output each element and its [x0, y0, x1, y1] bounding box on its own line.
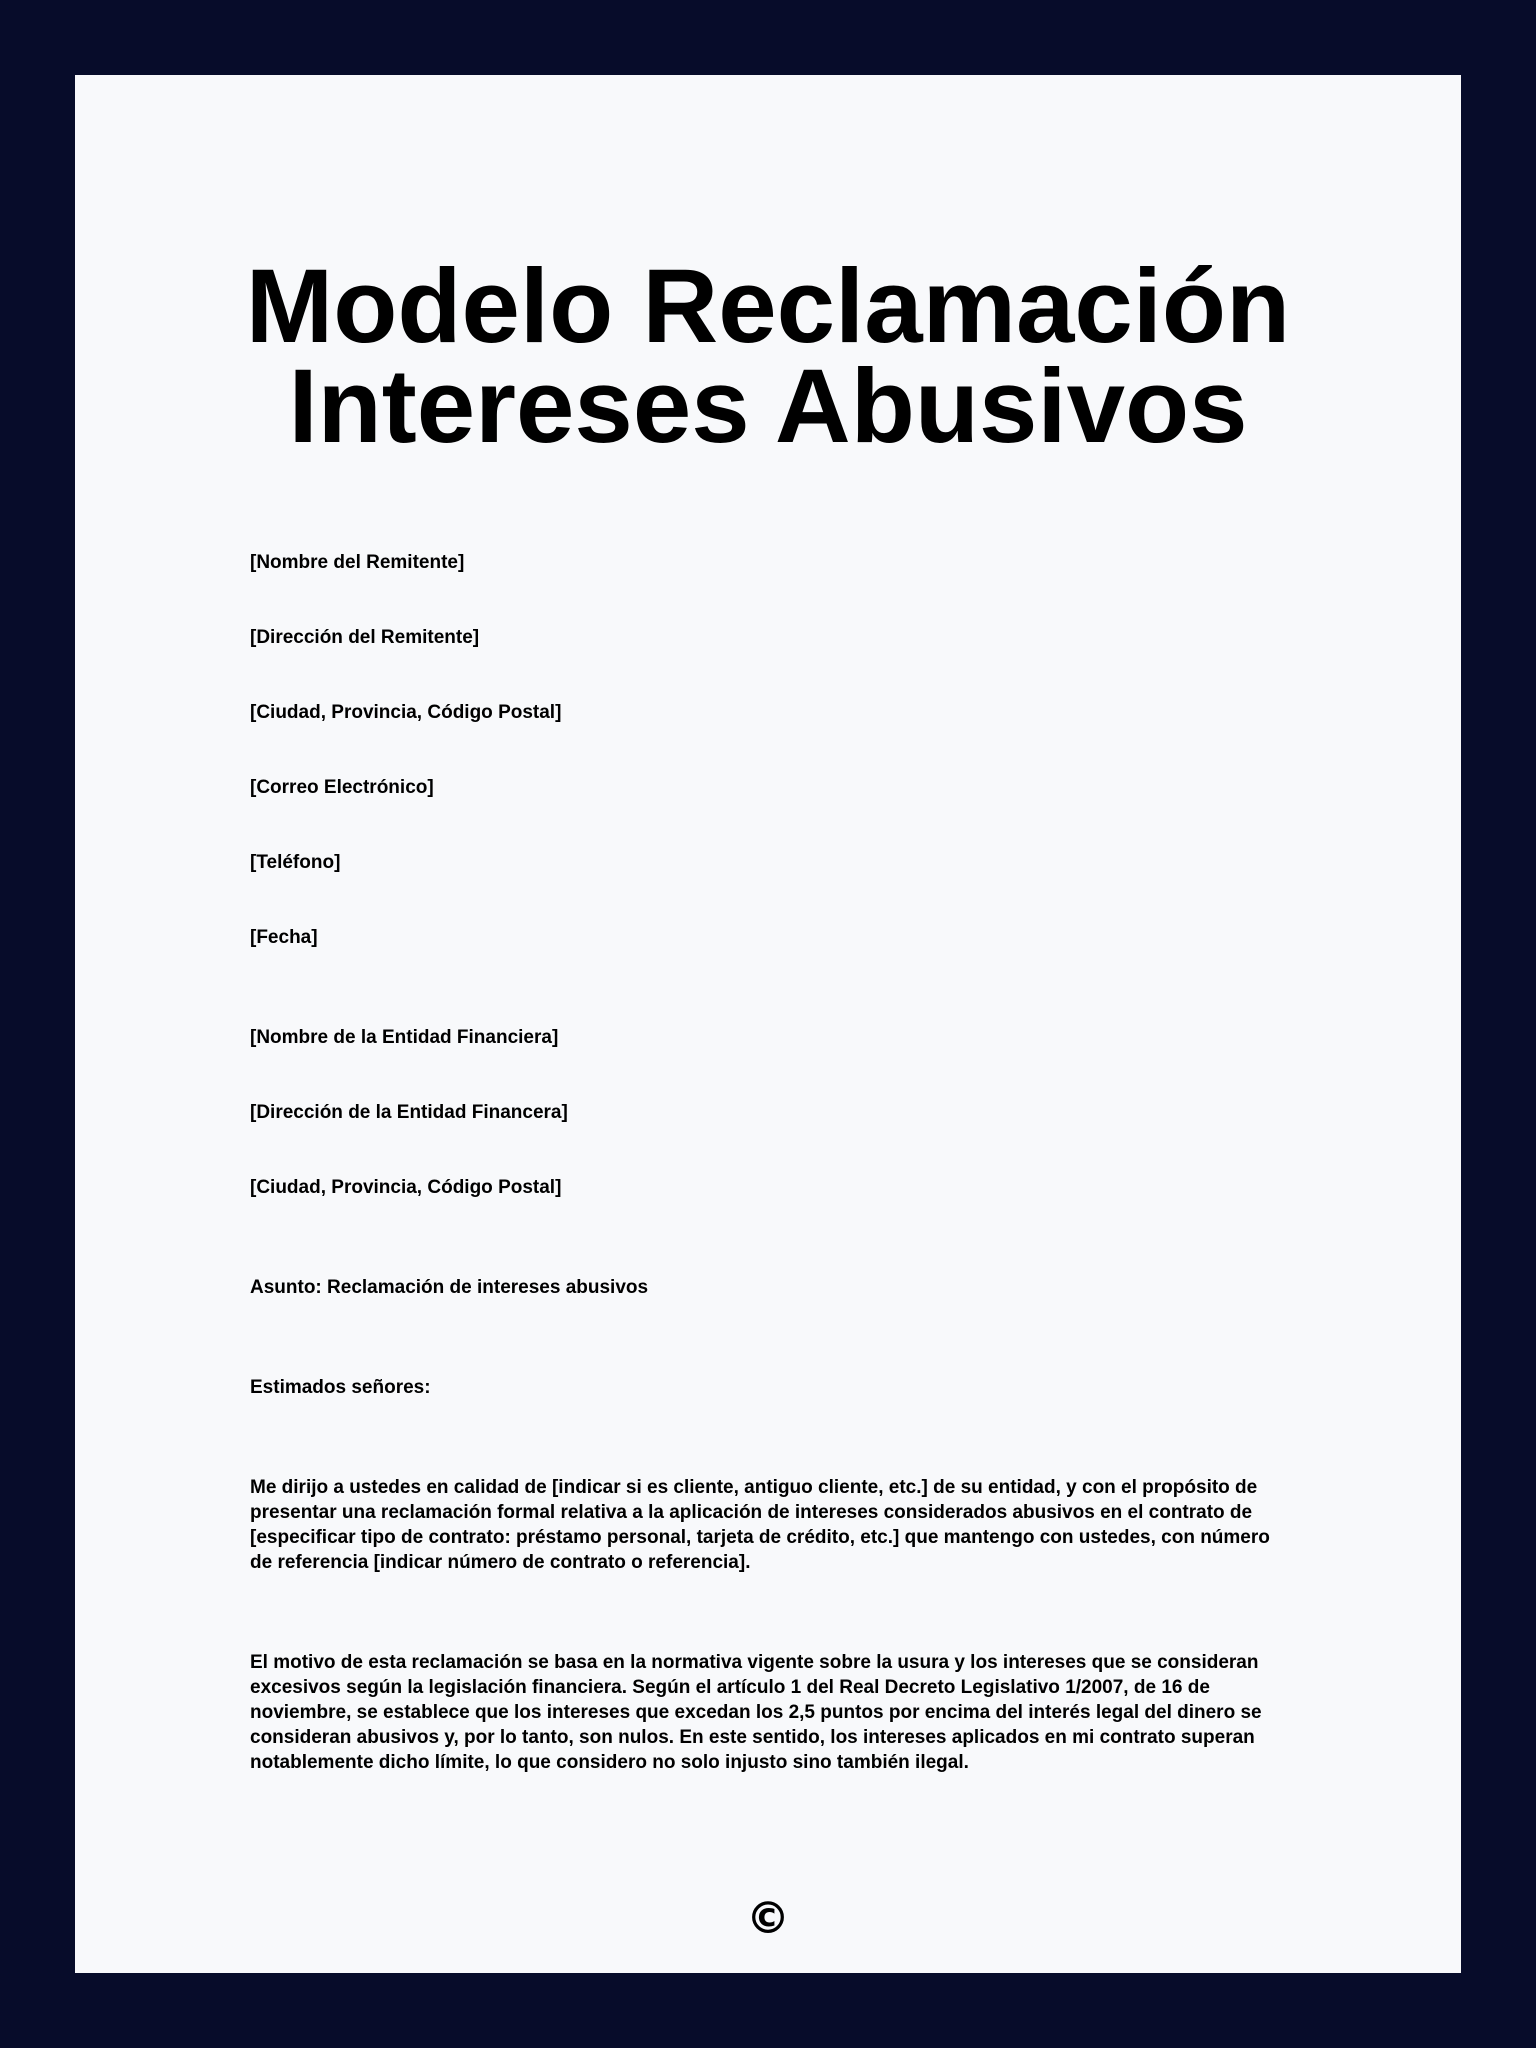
copyright-icon: ©	[746, 1893, 790, 1944]
letter-paragraph-1: Me dirijo a ustedes en calidad de [indicar si es cliente, antiguo cliente, etc.] de su entidad, y con el propósito de presentar una reclamación formal relativa a la aplicación de intereses considerados abusivos en el contrato de [especificar tipo de contrato: préstamo personal, tarjeta de crédito, etc.] que mantengo con ustedes, con número de referencia [indicar número de contrato o referencia].	[250, 1477, 1270, 1573]
title-line-1: Modelo Reclamación	[245, 248, 1291, 365]
sender-phone: [Teléfono]	[250, 852, 341, 873]
recipient-name: [Nombre de la Entidad Financiera]	[250, 1027, 559, 1048]
recipient-city: [Ciudad, Provincia, Código Postal]	[250, 1177, 562, 1198]
document-page	[75, 75, 1461, 1973]
letter-date: [Fecha]	[250, 927, 318, 948]
letter-greeting: Estimados señores:	[250, 1377, 431, 1398]
letter-paragraph-2: El motivo de esta reclamación se basa en la normativa vigente sobre la usura y los intereses que se consideran excesivos según la legislación financiera. Según el artículo 1 del Real Decreto Legislativo 1/2007, de 16 de noviembre, se establece que los intereses que excedan los 2,5 puntos por encima del interés legal del dinero se consideran abusivos y, por lo tanto, son nulos. En este sentido, los intereses aplicados en mi contrato superan notablemente dicho límite, lo que considero no solo injusto sino también ilegal.	[250, 1652, 1262, 1773]
letter-subject: Asunto: Reclamación de intereses abusivos	[250, 1277, 649, 1298]
recipient-address: [Dirección de la Entidad Financera]	[250, 1102, 568, 1123]
sender-email: [Correo Electrónico]	[250, 777, 434, 798]
sender-name: [Nombre del Remitente]	[250, 552, 465, 573]
document-title	[75, 248, 1461, 465]
title-line-2: Intereses Abusivos	[288, 348, 1248, 465]
sender-city: [Ciudad, Provincia, Código Postal]	[250, 702, 562, 723]
sender-address: [Dirección del Remitente]	[250, 627, 480, 648]
